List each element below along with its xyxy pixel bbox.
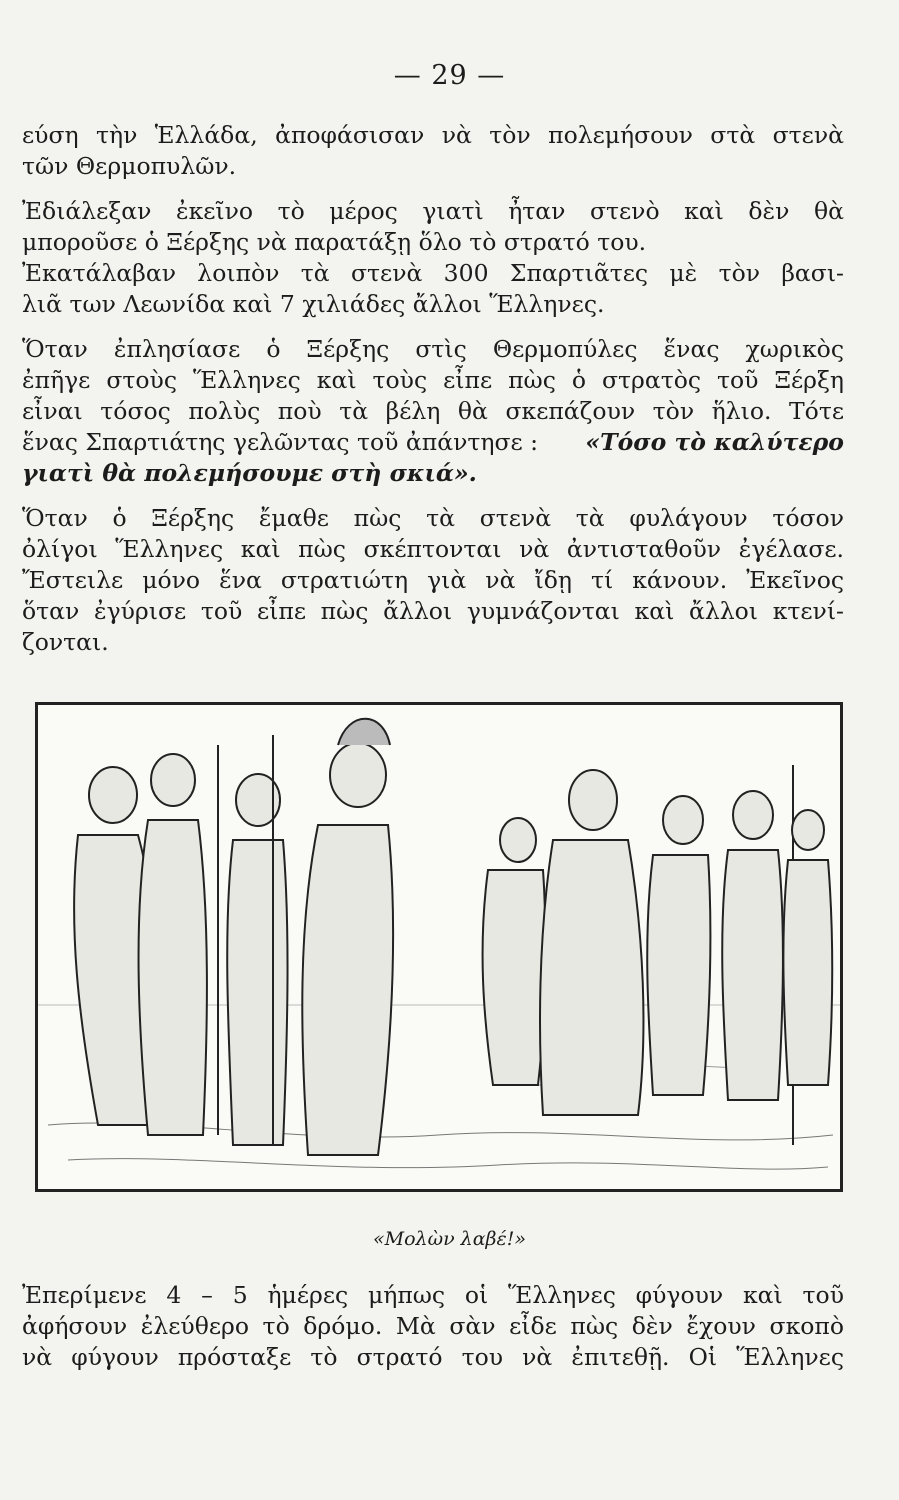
text-line: ὅταν ἐγύρισε τοῦ εἶπε πὼς ἄλλοι γυμνάζονται καὶ ἄλλοι κτενί- xyxy=(22,597,844,625)
text-line: Ἐδιάλεξαν ἐκεῖνο τὸ μέρος γιατὶ ἦταν στενὸ καὶ δὲν θὰ xyxy=(22,197,844,225)
text-line-mixed xyxy=(22,427,844,457)
text-line: ἀφήσουν ἐλεύθερο τὸ δρόμο. Μὰ σὰν εἶδε πὼς δὲν ἔχουν σκοπὸ xyxy=(22,1312,844,1340)
illustration xyxy=(35,702,843,1192)
text-line: Ὅταν ἐπλησίασε ὁ Ξέρξης στὶς Θερμοπύλες ἕνας χωρικὸς xyxy=(22,335,844,363)
text-line: ὀλίγοι Ἕλληνες καὶ πὼς σκέπτονται νὰ ἀντισταθοῦν ἐγέλασε. xyxy=(22,535,844,563)
text-line: Ὅταν ὁ Ξέρξης ἔμαθε πὼς τὰ στενὰ τὰ φυλάγουν τόσον xyxy=(22,504,844,532)
illustration-caption: «Μολὼν λαβέ!» xyxy=(373,1228,526,1250)
text-line: λιᾶ των Λεωνίδα καὶ 7 χιλιάδες ἄλλοι Ἕλληνες. xyxy=(22,290,605,318)
text-line: ζονται. xyxy=(22,628,109,656)
text-line: μποροῦσε ὁ Ξέρξης νὰ παρατάξῃ ὅλο τὸ στρατό του. xyxy=(22,228,647,256)
page-number: — 29 — xyxy=(393,60,506,91)
text-line: νὰ φύγουν πρόσταξε τὸ στρατό του νὰ ἐπιτεθῇ. Οἱ Ἕλληνες xyxy=(22,1343,844,1371)
text-line: εύση τὴν Ἑλλάδα, ἀποφάσισαν νὰ τὸν πολεμήσουν στὰ στενὰ xyxy=(22,121,844,149)
illustration-drawing xyxy=(38,705,840,1189)
text-line: Ἔστειλε μόνο ἕνα στρατιώτη γιὰ νὰ ἴδῃ τί κάνουν. Ἐκεῖνος xyxy=(22,566,844,594)
quote-italic-line: γιατὶ θὰ πολεμήσουμε στὴ σκιά». xyxy=(22,459,477,487)
text-line: Ἐπερίμενε 4 – 5 ἡμέρες μήπως οἱ Ἕλληνες φύγουν καὶ τοῦ xyxy=(22,1281,844,1309)
text-line: τῶν Θερμοπυλῶν. xyxy=(22,152,237,180)
text-line: εἶναι τόσος πολὺς ποὺ τὰ βέλη θὰ σκεπάζουν τὸν ἥλιο. Τότε xyxy=(22,397,844,425)
text-line: ἐπῆγε στοὺς Ἕλληνες καὶ τοὺς εἶπε πὼς ὁ στρατὸς τοῦ Ξέρξη xyxy=(22,366,844,394)
quote-italic: «Τόσο τὸ καλύτερο xyxy=(585,428,844,456)
text-line: Ἐκατάλαβαν λοιπὸν τὰ στενὰ 300 Σπαρτιᾶτες μὲ τὸν βασι- xyxy=(22,259,844,287)
text-span: ἕνας Σπαρτιάτης γελῶντας τοῦ ἀπάντησε : xyxy=(22,428,539,456)
